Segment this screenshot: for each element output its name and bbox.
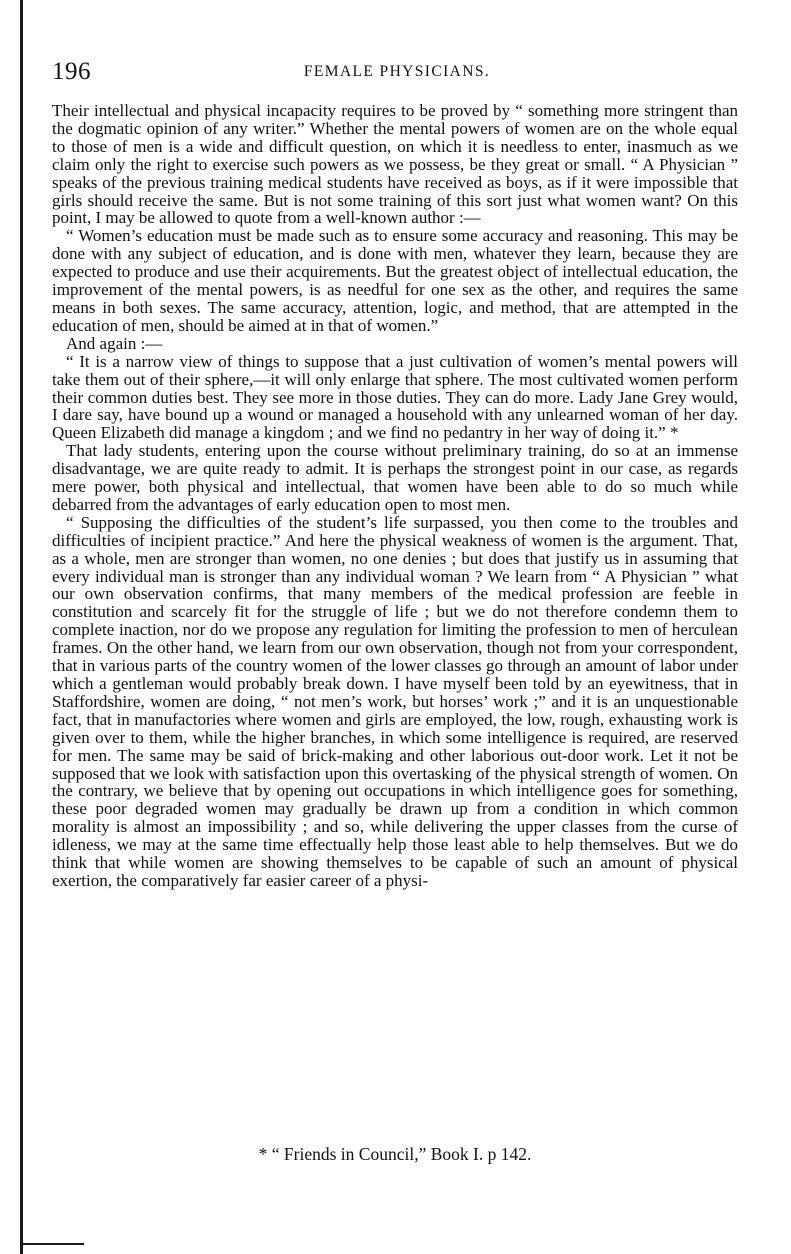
footnote: * “ Friends in Council,” Book I. p 142.	[258, 1144, 532, 1164]
article-body	[52, 102, 738, 890]
paragraph-intro: Their intellectual and physical incapacity requires to be proved by “ something more stringent than the dogmatic opinion of any writer.” Whether the mental powers of women are on the whole equal to those of men is a wide and difficult question, on which it is needless to enter, inasmuch as we claim only the right to exercise such powers as we possess, be they great or small. “ A Physician ” speaks of the previous training medical students have received as boys, as if it were impossible that girls should receive the same. But is not some training of this sort just what women want? On this point, I may be allowed to quote from a well-known author :—	[52, 101, 738, 228]
bottom-rule	[22, 1243, 84, 1245]
paragraph-and-again: And again :—	[66, 333, 163, 353]
page-number: 196	[52, 58, 91, 85]
paragraph-quote-sphere: “ It is a narrow view of things to suppose that a just cultivation of women’s mental powers will take them out of their sphere,—it will only enlarge that sphere. The most cultivated women perform their common duties best. They see more in those duties. They can do more. Lady Jane Grey would, I dare say, have bound up a wound or managed a household with any unlearned woman of her day. Queen Elizabeth did manage a kingdom ; and we find no pedantry in her way of doing it.” *	[52, 351, 738, 443]
running-title: FEMALE PHYSICIANS.	[303, 63, 491, 80]
page-header	[52, 58, 742, 88]
paragraph-physical-weakness: “ Supposing the difficulties of the student’s life surpassed, you then come to the troubles and difficulties of incipient practice.” And here the physical weakness of women is the argument. That, as a whole, men are stronger than women, no one denies ; but does that justify us in assuming that every individual man is stronger than any individual woman ? We learn from “ A Physician ” what our own observation confirms, that many members of the medical profession are feeble in constitution and scarcely fit for the struggle of life ; but we do not therefore condemn them to complete inaction, nor do we propose any regulation for limiting the profession to men of herculean frames. On the other hand, we learn from our own observation, though not from your correspondent, that in various parts of the country women of the lower classes go through an amount of labor under which a gentleman would probably break down. I have myself been told by an eyewitness, that in Staffordshire, women are doing, “ not men’s work, but horses’ work ;” and it is an unquestionable fact, that in manufactories where women and girls are employed, the low, rough, exhausting work is given over to them, while the higher branches, in which some intelligence is required, are reserved for men. The same may be said of brick-making and other laborious out-door work. Let it not be supposed that we look with satisfaction upon this overtasking of the physical strength of women. On the contrary, we believe that by opening out occupations in which intelligence goes for something, these poor degraded women may gradually be drawn up from a condition in which common morality is almost an impossibility ; and so, while delivering the upper classes from the curse of idleness, we may at the same time effectually help those least able to help themselves. But we do think that while women are showing themselves to be capable of such an amount of physical exertion, the comparatively far easier career of a physi-	[52, 512, 738, 890]
paragraph-quote-education: “ Women’s education must be made such as to ensure some accuracy and reasoning. This may be done with any subject of education, and is done with men, whatever they learn, because they are expected to produce and use their acquirements. But the greatest object of intellectual education, the improvement of the mental powers, is as needful for one sex as the other, and requires the same means in both sexes. The same accuracy, attention, logic, and method, that are attempted in the education of men, should be aimed at in that of women.”	[52, 226, 738, 335]
paragraph-lady-students: That lady students, entering upon the course without preliminary training, do so at an immense disadvantage, we are quite ready to admit. It is perhaps the strongest point in our case, as regards mere power, both physical and intellectual, that women have been able to do so much while debarred from the advantages of early education open to most men.	[52, 441, 738, 514]
page-edge-rule	[20, 0, 23, 1254]
